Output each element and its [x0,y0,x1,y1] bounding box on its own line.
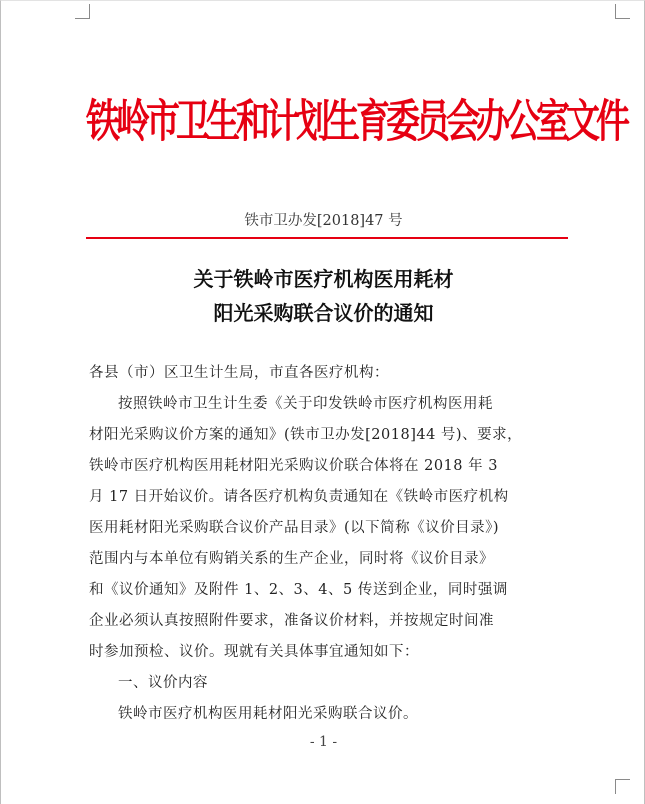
notice-title-line-1: 关于铁岭市医疗机构医用耗材 [193,267,454,291]
red-divider-line [86,237,568,239]
document-header-title: 铁岭市卫生和计划生育委员会办公室文件 [86,95,626,149]
paragraph-line: 医用耗材阳光采购联合议价产品目录》(以下简称《议价目录》) [89,520,500,536]
paragraph-line: 铁岭市医疗机构医用耗材阳光采购议价联合体将在 2018 年 3 [89,458,498,474]
paragraph-line: 按照铁岭市卫生计生委《关于印发铁岭市医疗机构医用耗 [118,396,493,412]
section-text: 铁岭市医疗机构医用耗材阳光采购联合议价。 [118,706,418,722]
crop-mark-top-right [615,4,630,19]
salutation: 各县（市）区卫生计生局，市直各医疗机构： [89,365,389,381]
paragraph-line: 范围内与本单位有购销关系的生产企业，同时将《议价目录》 [89,551,494,567]
section-heading: 一、议价内容 [118,675,208,691]
paragraph-line: 和《议价通知》及附件 1、2、3、4、5 传送到企业，同时强调 [89,582,508,598]
paragraph-line: 材阳光采购议价方案的通知》(铁市卫办发[2018]44 号)、要求， [89,427,523,443]
paragraph-line: 月 17 日开始议价。请各医疗机构负责通知在《铁岭市医疗机构 [89,489,509,505]
crop-mark-bottom-right [615,779,630,794]
crop-mark-top-left [75,4,90,19]
document-number: 铁市卫办发[2018]47 号 [244,213,403,229]
notice-title-line-2: 阳光采购联合议价的通知 [213,301,434,325]
paragraph-line: 企业必须认真按照附件要求，准备议价材料，并按规定时间准 [89,613,494,629]
paragraph-line: 时参加预检、议价。现就有关具体事宜通知如下： [89,644,419,660]
page-number: - 1 - [309,734,338,750]
